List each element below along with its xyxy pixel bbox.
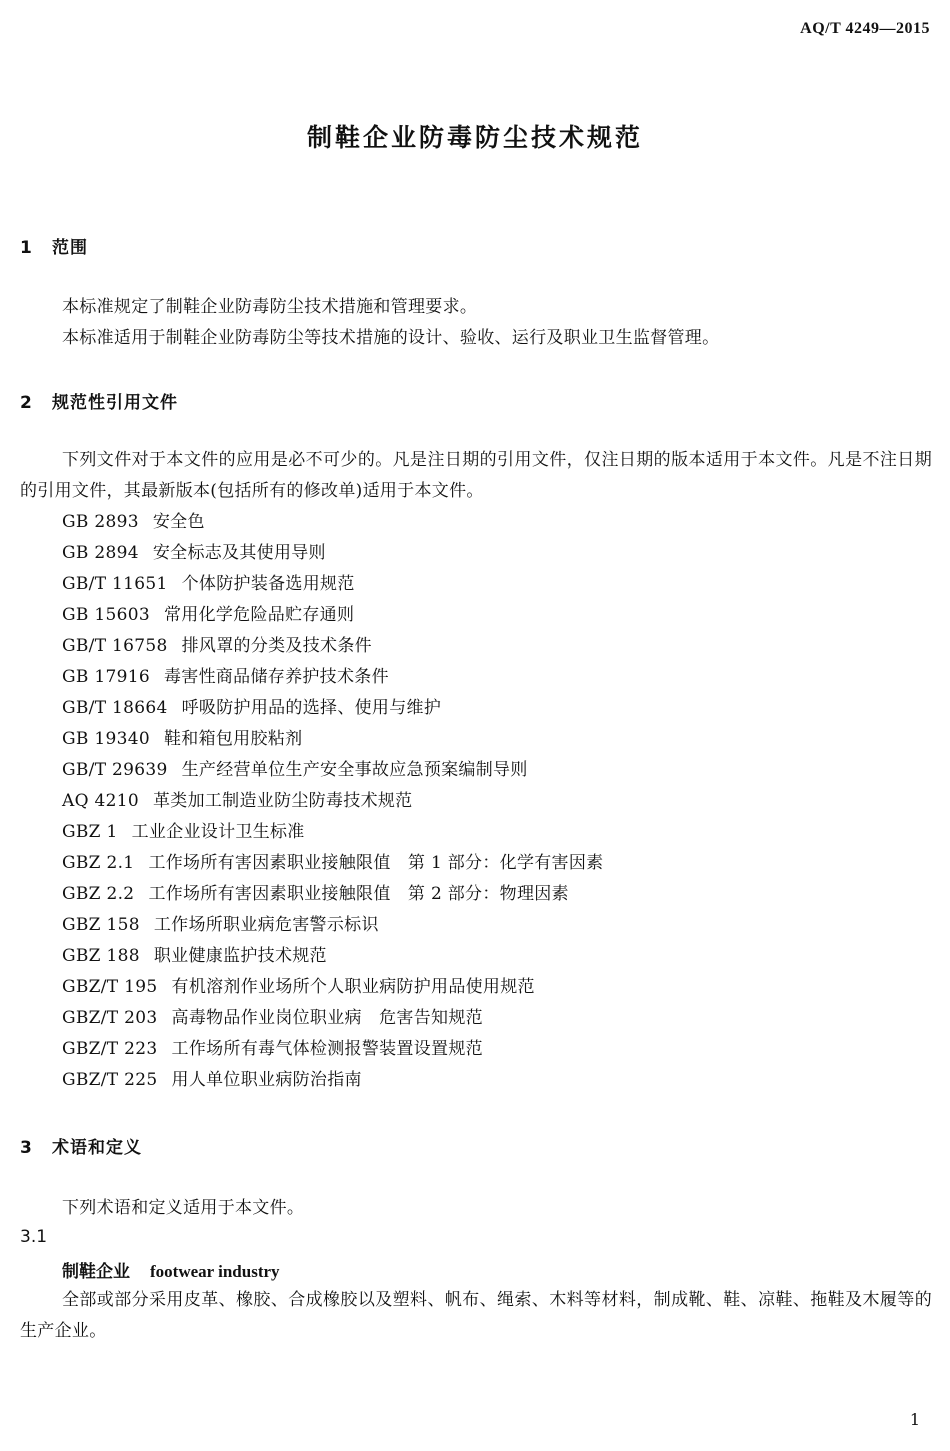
reference-title: 工作场所有毒气体检测报警装置设置规范 <box>171 1039 483 1059</box>
reference-code: AQ 4210 <box>62 791 139 811</box>
reference-title: 常用化学危险品贮存通则 <box>163 605 355 625</box>
reference-item <box>62 1065 603 1096</box>
reference-code: GB 2894 <box>62 543 139 563</box>
reference-title: 职业健康监护技术规范 <box>153 946 327 966</box>
paragraph: 本标准适用于制鞋企业防毒防尘等技术措施的设计、验收、运行及职业卫生监督管理。 <box>62 328 720 348</box>
reference-item <box>62 941 603 972</box>
reference-title: 呼吸防护用品的选择、使用与维护 <box>181 698 442 718</box>
section-3-heading <box>20 1133 142 1158</box>
reference-item <box>62 662 603 693</box>
section-number: 1 <box>20 238 33 258</box>
term-number: 3.1 <box>20 1227 48 1247</box>
reference-title: 安全色 <box>152 512 205 532</box>
reference-item <box>62 724 603 755</box>
reference-code: GB/T 18664 <box>62 698 168 718</box>
reference-code: GB/T 29639 <box>62 760 168 780</box>
reference-title: 工作场所有害因素职业接触限值 第 2 部分：物理因素 <box>148 884 569 904</box>
reference-item <box>62 507 603 538</box>
reference-title: 安全标志及其使用导则 <box>152 543 326 563</box>
reference-item <box>62 910 603 941</box>
reference-code: GBZ 1 <box>62 822 118 842</box>
reference-title: 排风罩的分类及技术条件 <box>181 636 372 656</box>
term-heading <box>62 1257 280 1282</box>
reference-item <box>62 1003 603 1034</box>
reference-list <box>62 507 603 1096</box>
reference-item <box>62 879 603 910</box>
reference-item <box>62 848 603 879</box>
term-definition: 全部或部分采用皮革、橡胶、合成橡胶以及塑料、帆布、绳索、木料等材料，制成靴、鞋、凉鞋、拖鞋及木履等的生产企业。 <box>20 1290 932 1341</box>
term-chinese: 制鞋企业 <box>62 1262 130 1282</box>
reference-item <box>62 755 603 786</box>
page-number: 1 <box>909 1410 920 1429</box>
reference-title: 毒害性商品储存养护技术条件 <box>163 667 389 687</box>
reference-item <box>62 631 603 662</box>
reference-title: 工业企业设计卫生标准 <box>131 822 305 842</box>
reference-item <box>62 817 603 848</box>
reference-code: GBZ/T 225 <box>62 1070 158 1090</box>
reference-code: GB 17916 <box>62 667 150 687</box>
reference-code: GBZ/T 223 <box>62 1039 158 1059</box>
reference-title: 用人单位职业病防治指南 <box>171 1070 362 1090</box>
reference-item <box>62 693 603 724</box>
reference-code: GBZ 2.1 <box>62 853 135 873</box>
reference-title: 个体防护装备选用规范 <box>181 574 355 594</box>
reference-item <box>62 1034 603 1065</box>
reference-code: GB/T 16758 <box>62 636 168 656</box>
section-2-heading <box>20 388 178 413</box>
paragraph: 下列文件对于本文件的应用是必不可少的。凡是注日期的引用文件，仅注日期的版本适用于本文件。凡是不注日期的引用文件，其最新版本(包括所有的修改单)适用于本文件。 <box>20 450 932 501</box>
reference-item <box>62 972 603 1003</box>
paragraph: 下列术语和定义适用于本文件。 <box>62 1198 305 1218</box>
reference-item <box>62 786 603 817</box>
reference-title: 有机溶剂作业场所个人职业病防护用品使用规范 <box>171 977 535 997</box>
paragraph: 本标准规定了制鞋企业防毒防尘技术措施和管理要求。 <box>62 297 478 317</box>
reference-code: GBZ/T 203 <box>62 1008 158 1028</box>
reference-code: GB 19340 <box>62 729 150 749</box>
reference-title: 工作场所有害因素职业接触限值 第 1 部分：化学有害因素 <box>148 853 604 873</box>
section-number: 3 <box>20 1138 33 1158</box>
reference-code: GBZ/T 195 <box>62 977 158 997</box>
reference-item <box>62 538 603 569</box>
reference-code: GBZ 188 <box>62 946 140 966</box>
section-title: 规范性引用文件 <box>52 393 178 413</box>
reference-item <box>62 569 603 600</box>
reference-item <box>62 600 603 631</box>
reference-title: 革类加工制造业防尘防毒技术规范 <box>152 791 413 811</box>
term-english: footwear industry <box>150 1262 280 1281</box>
reference-title: 鞋和箱包用胶粘剂 <box>163 729 303 749</box>
section-title: 术语和定义 <box>52 1138 142 1158</box>
reference-code: GB 2893 <box>62 512 139 532</box>
reference-title: 工作场所职业病危害警示标识 <box>153 915 379 935</box>
document-title: 制鞋企业防毒防尘技术规范 <box>306 123 643 152</box>
reference-code: GB/T 11651 <box>62 574 168 594</box>
reference-title: 高毒物品作业岗位职业病 危害告知规范 <box>171 1008 483 1028</box>
reference-code: GBZ 158 <box>62 915 140 935</box>
document-code: AQ/T 4249—2015 <box>800 20 930 37</box>
reference-title: 生产经营单位生产安全事故应急预案编制导则 <box>181 760 528 780</box>
reference-code: GBZ 2.2 <box>62 884 135 904</box>
section-1-heading <box>20 233 88 258</box>
section-number: 2 <box>20 393 33 413</box>
section-title: 范围 <box>52 238 88 258</box>
reference-code: GB 15603 <box>62 605 150 625</box>
